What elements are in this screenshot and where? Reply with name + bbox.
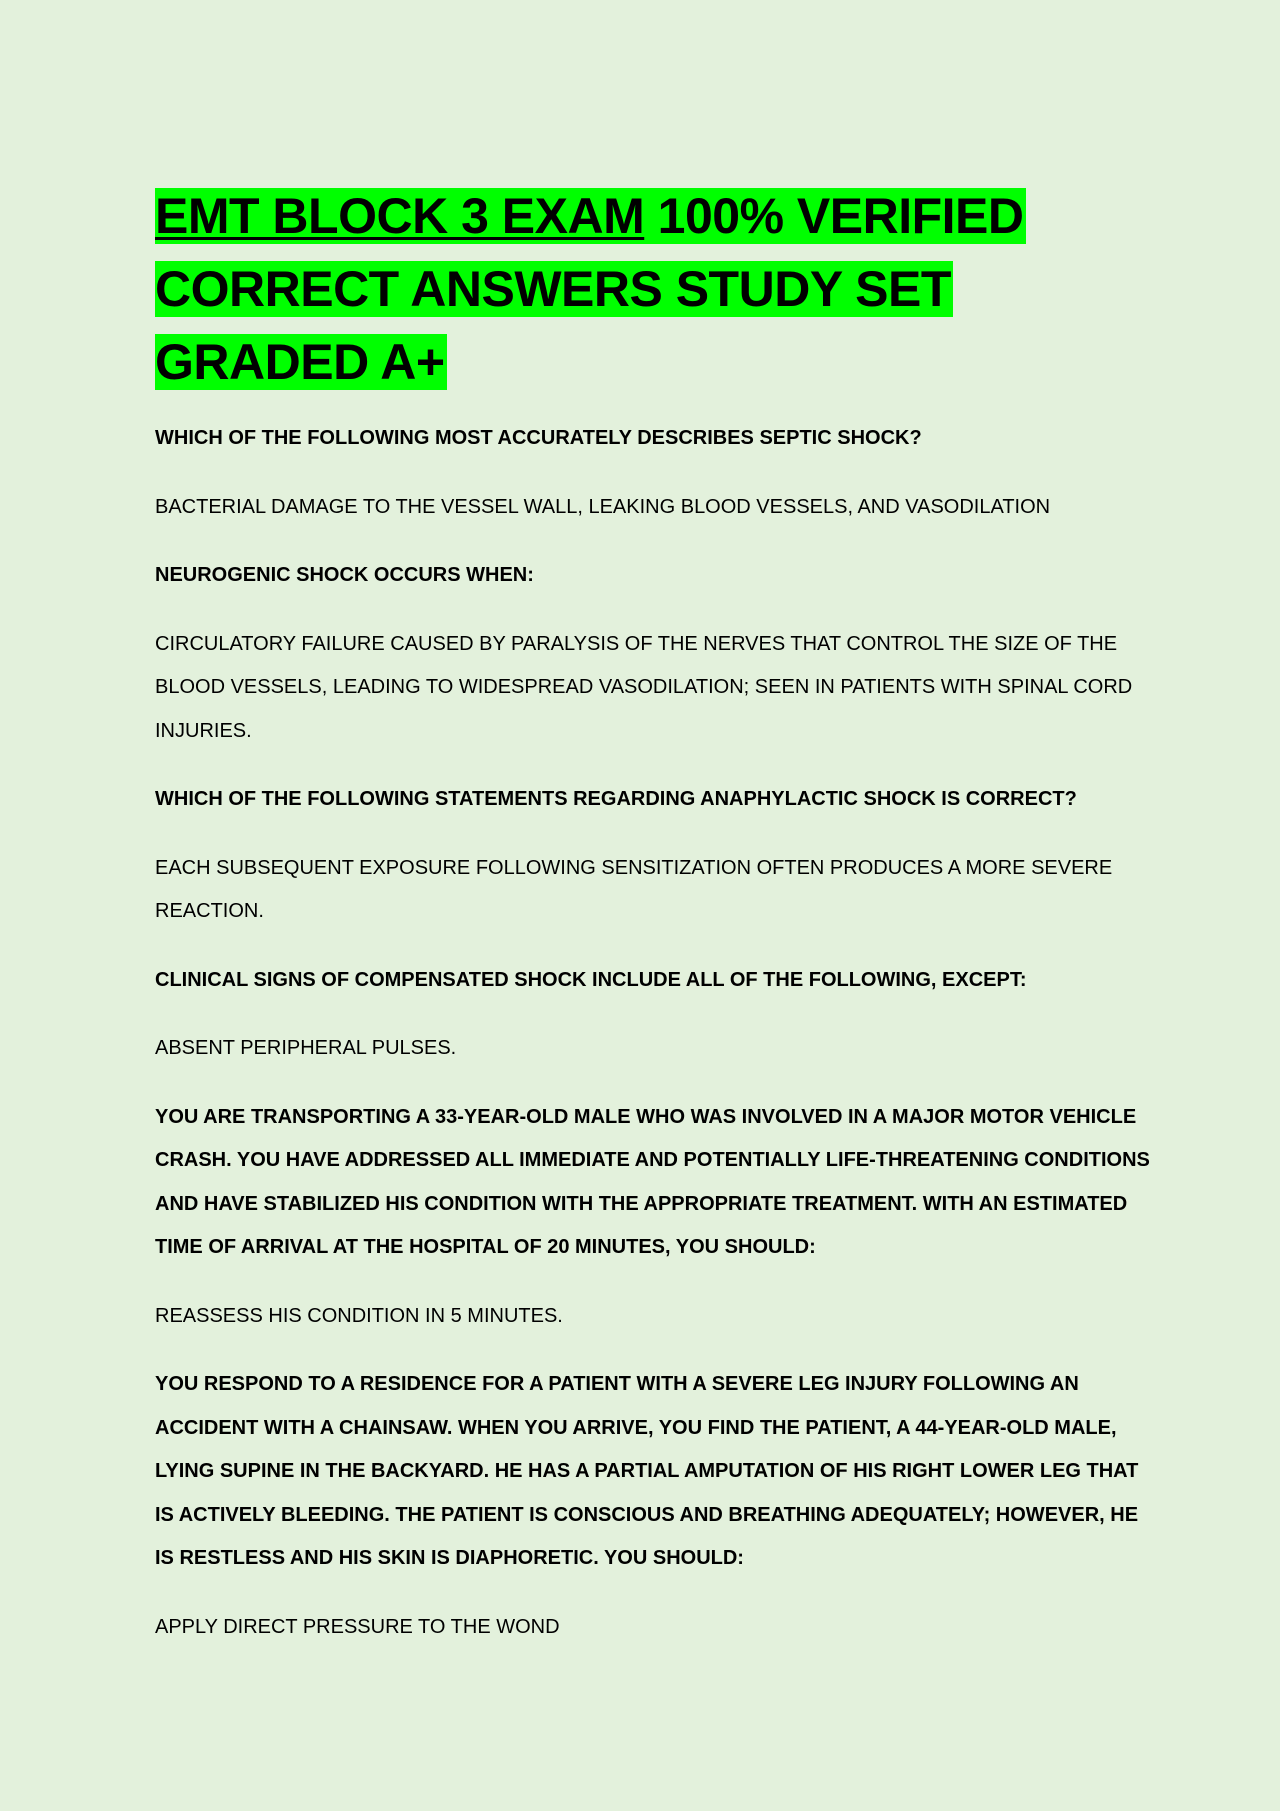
question-6: YOU RESPOND TO A RESIDENCE FOR A PATIENT WITH A SEVERE LEG INJURY FOLLOWING AN ACCIDENT WITH A CHAINSAW. WHEN YOU ARRIVE, YOU FIND THE PATIENT, A 44-YEAR-OLD MALE, LYING SUPINE IN THE BACKYARD. HE HAS A PARTIAL AMPUTATION OF HIS RIGHT LOWER LEG THAT IS ACTIVELY BLEEDING. THE PATIENT IS CONSCIOUS AND BREATHING ADEQUATELY; HOWEVER, HE IS RESTLESS AND HIS SKIN IS DIAPHORETIC. YOU SHOULD:: [155, 1373, 1139, 1569]
answer-6: APPLY DIRECT PRESSURE TO THE WOND: [155, 1615, 560, 1638]
qa-item-6: [155, 1363, 1160, 1649]
title-rest: 100% VERIFIED CORRECT ANSWERS STUDY SET GRADED A+: [155, 188, 1024, 390]
qa-item-1: [155, 417, 1160, 529]
document-title: [155, 180, 1160, 399]
question-3: WHICH OF THE FOLLOWING STATEMENTS REGARDING ANAPHYLACTIC SHOCK IS CORRECT?: [155, 788, 1077, 810]
answer-4: ABSENT PERIPHERAL PULSES.: [155, 1037, 457, 1059]
qa-item-5: [155, 1096, 1160, 1339]
question-2: NEUROGENIC SHOCK OCCURS WHEN:: [155, 564, 534, 586]
title-highlight: [155, 188, 1026, 390]
qa-item-2: [155, 554, 1160, 753]
question-5: YOU ARE TRANSPORTING A 33-YEAR-OLD MALE WHO WAS INVOLVED IN A MAJOR MOTOR VEHICLE CRASH. YOU HAVE ADDRESSED ALL IMMEDIATE AND POTENTIALLY LIFE-THREATENING CONDITIONS AND HAVE STABILIZED HIS CONDITION WITH THE APPROPRIATE TREATMENT. WITH AN ESTIMATED TIME OF ARRIVAL AT THE HOSPITAL OF 20 MINUTES, YOU SHOULD:: [155, 1105, 1150, 1258]
answer-3: EACH SUBSEQUENT EXPOSURE FOLLOWING SENSITIZATION OFTEN PRODUCES A MORE SEVERE REACTION.: [155, 856, 1113, 922]
question-4: CLINICAL SIGNS OF COMPENSATED SHOCK INCLUDE ALL OF THE FOLLOWING, EXCEPT:: [155, 968, 1027, 991]
question-1: WHICH OF THE FOLLOWING MOST ACCURATELY DESCRIBES SEPTIC SHOCK?: [155, 427, 922, 449]
answer-2: CIRCULATORY FAILURE CAUSED BY PARALYSIS OF THE NERVES THAT CONTROL THE SIZE OF THE BLOOD VESSELS, LEADING TO WIDESPREAD VASODILATION; SEEN IN PATIENTS WITH SPINAL CORD INJURIES.: [155, 632, 1133, 742]
title-underlined-part: EMT BLOCK 3 EXAM: [155, 188, 645, 244]
qa-item-3: [155, 778, 1160, 934]
answer-5: REASSESS HIS CONDITION IN 5 MINUTES.: [155, 1304, 563, 1327]
qa-item-4: [155, 959, 1160, 1071]
answer-1: BACTERIAL DAMAGE TO THE VESSEL WALL, LEAKING BLOOD VESSELS, AND VASODILATION: [155, 495, 1051, 518]
